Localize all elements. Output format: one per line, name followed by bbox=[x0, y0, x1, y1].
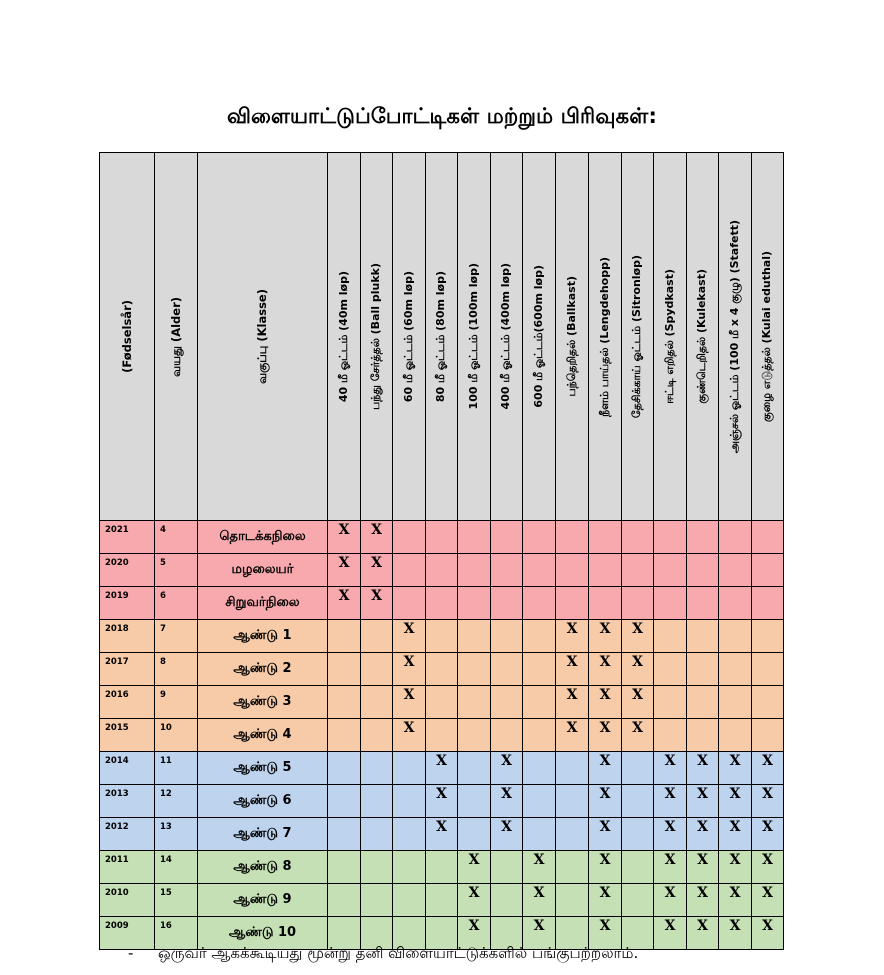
event-mark-cell bbox=[719, 554, 752, 587]
birth-year-cell: 2018 bbox=[100, 620, 155, 653]
event-mark-cell bbox=[589, 521, 622, 554]
event-mark-cell: X bbox=[589, 917, 622, 950]
table-row bbox=[100, 719, 784, 752]
event-mark-cell bbox=[523, 653, 556, 686]
class-cell: ஆண்டு 2 bbox=[198, 653, 328, 686]
event-mark-cell bbox=[328, 818, 361, 851]
event-mark-cell: X bbox=[328, 554, 361, 587]
event-mark-cell: X bbox=[589, 653, 622, 686]
header-label: தேசிக்காய் ஓட்டம் (Sitronløp) bbox=[630, 254, 644, 419]
event-mark-cell bbox=[328, 719, 361, 752]
event-mark-cell bbox=[426, 587, 458, 620]
event-mark-cell: X bbox=[426, 752, 458, 785]
header-birth-year bbox=[100, 153, 155, 521]
event-mark-cell bbox=[361, 884, 393, 917]
event-mark-cell bbox=[556, 587, 589, 620]
header-ball-throw bbox=[556, 153, 589, 521]
class-cell: ஆண்டு 4 bbox=[198, 719, 328, 752]
class-cell: ஆண்டு 1 bbox=[198, 620, 328, 653]
event-mark-cell: X bbox=[523, 884, 556, 917]
event-mark-cell: X bbox=[589, 884, 622, 917]
event-mark-cell: X bbox=[393, 686, 426, 719]
events-table bbox=[99, 152, 784, 950]
event-mark-cell bbox=[361, 719, 393, 752]
event-mark-cell bbox=[491, 620, 523, 653]
event-mark-cell: X bbox=[523, 851, 556, 884]
event-mark-cell bbox=[328, 620, 361, 653]
class-cell: மழலையர் bbox=[198, 554, 328, 587]
event-mark-cell bbox=[719, 719, 752, 752]
event-mark-cell: X bbox=[622, 719, 654, 752]
event-mark-cell: X bbox=[458, 851, 491, 884]
event-mark-cell bbox=[491, 686, 523, 719]
event-mark-cell: X bbox=[556, 620, 589, 653]
header-label: 60 மீ ஓட்டம் (60m løp) bbox=[401, 270, 415, 403]
event-mark-cell bbox=[491, 851, 523, 884]
header-label: குண்டெறிதல் (Kulekast) bbox=[695, 269, 709, 404]
class-cell: ஆண்டு 10 bbox=[198, 917, 328, 950]
event-mark-cell: X bbox=[687, 818, 719, 851]
event-mark-cell: X bbox=[654, 818, 687, 851]
event-mark-cell bbox=[556, 521, 589, 554]
event-mark-cell: X bbox=[328, 587, 361, 620]
event-mark-cell bbox=[426, 884, 458, 917]
event-mark-cell: X bbox=[752, 818, 784, 851]
event-mark-cell bbox=[752, 587, 784, 620]
header-40m bbox=[328, 153, 361, 521]
header-kulai bbox=[752, 153, 784, 521]
event-mark-cell: X bbox=[654, 752, 687, 785]
event-mark-cell bbox=[523, 785, 556, 818]
event-mark-cell bbox=[719, 653, 752, 686]
table-row bbox=[100, 620, 784, 653]
event-mark-cell bbox=[426, 686, 458, 719]
birth-year-cell: 2014 bbox=[100, 752, 155, 785]
event-mark-cell bbox=[556, 884, 589, 917]
event-mark-cell: X bbox=[752, 917, 784, 950]
table-row bbox=[100, 587, 784, 620]
event-mark-cell bbox=[361, 620, 393, 653]
class-cell: ஆண்டு 6 bbox=[198, 785, 328, 818]
event-mark-cell bbox=[622, 818, 654, 851]
table-row bbox=[100, 851, 784, 884]
event-mark-cell: X bbox=[719, 785, 752, 818]
event-mark-cell bbox=[752, 620, 784, 653]
event-mark-cell: X bbox=[361, 521, 393, 554]
event-mark-cell bbox=[687, 620, 719, 653]
event-mark-cell: X bbox=[719, 917, 752, 950]
age-cell: 14 bbox=[155, 851, 198, 884]
header-row bbox=[100, 153, 784, 521]
event-mark-cell bbox=[361, 686, 393, 719]
header-400m bbox=[491, 153, 523, 521]
header-label: 400 மீ ஓட்டம் (400m løp) bbox=[499, 263, 513, 410]
event-mark-cell bbox=[556, 785, 589, 818]
event-mark-cell bbox=[589, 554, 622, 587]
header-age bbox=[155, 153, 198, 521]
birth-year-cell: 2009 bbox=[100, 917, 155, 950]
event-mark-cell bbox=[654, 719, 687, 752]
header-long-jump bbox=[589, 153, 622, 521]
header-label: பந்தெறிதல் (Ballkast) bbox=[564, 276, 578, 397]
event-mark-cell bbox=[687, 719, 719, 752]
event-mark-cell: X bbox=[687, 917, 719, 950]
event-mark-cell bbox=[654, 521, 687, 554]
event-mark-cell: X bbox=[556, 719, 589, 752]
event-mark-cell bbox=[523, 752, 556, 785]
event-mark-cell bbox=[523, 719, 556, 752]
event-mark-cell bbox=[393, 884, 426, 917]
header-60m bbox=[393, 153, 426, 521]
event-mark-cell bbox=[393, 851, 426, 884]
event-mark-cell: X bbox=[622, 686, 654, 719]
event-mark-cell: X bbox=[491, 785, 523, 818]
header-relay bbox=[719, 153, 752, 521]
event-mark-cell: X bbox=[491, 818, 523, 851]
event-mark-cell bbox=[687, 686, 719, 719]
event-mark-cell bbox=[491, 653, 523, 686]
footnote-text: ஒருவர் ஆகக்கூடியது மூன்று தனி விளையாட்டுக்களில் பங்குபற்றலாம். bbox=[158, 944, 639, 962]
event-mark-cell: X bbox=[328, 521, 361, 554]
event-mark-cell bbox=[752, 653, 784, 686]
event-mark-cell: X bbox=[719, 818, 752, 851]
class-cell: ஆண்டு 3 bbox=[198, 686, 328, 719]
event-mark-cell bbox=[328, 752, 361, 785]
event-mark-cell bbox=[328, 884, 361, 917]
event-mark-cell bbox=[752, 554, 784, 587]
event-mark-cell bbox=[393, 521, 426, 554]
class-cell: ஆண்டு 5 bbox=[198, 752, 328, 785]
event-mark-cell bbox=[654, 686, 687, 719]
event-mark-cell bbox=[393, 785, 426, 818]
event-mark-cell bbox=[752, 719, 784, 752]
age-cell: 10 bbox=[155, 719, 198, 752]
header-label: 600 மீ ஓட்டம்(600m løp) bbox=[531, 265, 545, 408]
event-mark-cell bbox=[719, 686, 752, 719]
event-mark-cell bbox=[361, 818, 393, 851]
header-shot-put bbox=[687, 153, 719, 521]
event-mark-cell: X bbox=[361, 554, 393, 587]
birth-year-cell: 2020 bbox=[100, 554, 155, 587]
event-mark-cell: X bbox=[687, 851, 719, 884]
age-cell: 13 bbox=[155, 818, 198, 851]
birth-year-cell: 2019 bbox=[100, 587, 155, 620]
event-mark-cell bbox=[458, 785, 491, 818]
event-mark-cell bbox=[622, 752, 654, 785]
event-mark-cell bbox=[687, 653, 719, 686]
event-mark-cell bbox=[328, 686, 361, 719]
class-cell: ஆண்டு 7 bbox=[198, 818, 328, 851]
class-cell: தொடக்கநிலை bbox=[198, 521, 328, 554]
table-row bbox=[100, 554, 784, 587]
table-row bbox=[100, 818, 784, 851]
header-label: குழை எடுத்தல் (Kulai eduthal) bbox=[760, 251, 774, 422]
event-mark-cell bbox=[523, 620, 556, 653]
event-mark-cell: X bbox=[556, 653, 589, 686]
header-label: 100 மீ ஓட்டம் (100m løp) bbox=[466, 263, 480, 410]
header-label: வயது (Alder) bbox=[168, 296, 183, 377]
event-mark-cell: X bbox=[426, 818, 458, 851]
event-mark-cell bbox=[393, 587, 426, 620]
header-80m bbox=[426, 153, 458, 521]
footnote bbox=[128, 944, 638, 964]
event-mark-cell bbox=[654, 653, 687, 686]
header-label: ஈட்டி எறிதல் (Spydkast) bbox=[662, 269, 676, 404]
header-100m bbox=[458, 153, 491, 521]
event-mark-cell bbox=[523, 686, 556, 719]
table-row bbox=[100, 686, 784, 719]
birth-year-cell: 2015 bbox=[100, 719, 155, 752]
event-mark-cell bbox=[328, 785, 361, 818]
event-mark-cell: X bbox=[687, 752, 719, 785]
event-mark-cell: X bbox=[654, 785, 687, 818]
birth-year-cell: 2012 bbox=[100, 818, 155, 851]
header-class bbox=[198, 153, 328, 521]
event-mark-cell bbox=[523, 554, 556, 587]
event-mark-cell: X bbox=[752, 785, 784, 818]
event-mark-cell bbox=[622, 884, 654, 917]
event-mark-cell bbox=[719, 620, 752, 653]
age-cell: 9 bbox=[155, 686, 198, 719]
event-mark-cell bbox=[426, 653, 458, 686]
event-mark-cell bbox=[654, 620, 687, 653]
header-600m bbox=[523, 153, 556, 521]
event-mark-cell bbox=[458, 686, 491, 719]
event-mark-cell bbox=[426, 554, 458, 587]
event-mark-cell: X bbox=[361, 587, 393, 620]
age-cell: 6 bbox=[155, 587, 198, 620]
event-mark-cell: X bbox=[589, 719, 622, 752]
header-javelin bbox=[654, 153, 687, 521]
event-mark-cell bbox=[458, 653, 491, 686]
table-row bbox=[100, 653, 784, 686]
event-mark-cell bbox=[719, 587, 752, 620]
age-cell: 11 bbox=[155, 752, 198, 785]
event-mark-cell bbox=[458, 719, 491, 752]
table-row bbox=[100, 521, 784, 554]
birth-year-cell: 2010 bbox=[100, 884, 155, 917]
event-mark-cell bbox=[458, 521, 491, 554]
event-mark-cell bbox=[622, 785, 654, 818]
event-mark-cell bbox=[589, 587, 622, 620]
event-mark-cell bbox=[523, 587, 556, 620]
event-mark-cell bbox=[393, 554, 426, 587]
event-mark-cell bbox=[491, 719, 523, 752]
event-mark-cell: X bbox=[752, 851, 784, 884]
event-mark-cell bbox=[719, 521, 752, 554]
event-mark-cell: X bbox=[654, 851, 687, 884]
event-mark-cell: X bbox=[719, 752, 752, 785]
event-mark-cell bbox=[556, 851, 589, 884]
birth-year-cell: 2011 bbox=[100, 851, 155, 884]
header-label: அஞ்சல் ஓட்டம் (100 மீ x 4 குழு) (Stafett) bbox=[727, 219, 741, 454]
event-mark-cell: X bbox=[752, 884, 784, 917]
event-mark-cell bbox=[622, 521, 654, 554]
event-mark-cell: X bbox=[393, 620, 426, 653]
event-mark-cell bbox=[458, 752, 491, 785]
event-mark-cell bbox=[361, 785, 393, 818]
birth-year-cell: 2013 bbox=[100, 785, 155, 818]
birth-year-cell: 2021 bbox=[100, 521, 155, 554]
event-mark-cell bbox=[654, 554, 687, 587]
event-mark-cell bbox=[458, 818, 491, 851]
event-mark-cell: X bbox=[752, 752, 784, 785]
event-mark-cell bbox=[687, 521, 719, 554]
age-cell: 16 bbox=[155, 917, 198, 950]
event-mark-cell bbox=[458, 554, 491, 587]
event-mark-cell: X bbox=[458, 884, 491, 917]
event-mark-cell: X bbox=[393, 653, 426, 686]
footnote-bullet: - bbox=[128, 944, 134, 962]
event-mark-cell bbox=[361, 851, 393, 884]
header-label: 80 மீ ஓட்டம் (80m løp) bbox=[434, 270, 448, 403]
table-body bbox=[100, 521, 784, 950]
event-mark-cell: X bbox=[589, 785, 622, 818]
age-cell: 7 bbox=[155, 620, 198, 653]
event-mark-cell: X bbox=[622, 653, 654, 686]
event-mark-cell bbox=[556, 818, 589, 851]
event-mark-cell: X bbox=[426, 785, 458, 818]
event-mark-cell bbox=[752, 521, 784, 554]
event-mark-cell: X bbox=[523, 917, 556, 950]
event-mark-cell bbox=[491, 884, 523, 917]
event-mark-cell bbox=[523, 818, 556, 851]
event-mark-cell bbox=[361, 752, 393, 785]
event-mark-cell: X bbox=[622, 620, 654, 653]
birth-year-cell: 2017 bbox=[100, 653, 155, 686]
age-cell: 4 bbox=[155, 521, 198, 554]
header-label: (Fødselsår) bbox=[119, 300, 134, 373]
event-mark-cell: X bbox=[719, 884, 752, 917]
event-mark-cell bbox=[752, 686, 784, 719]
age-cell: 15 bbox=[155, 884, 198, 917]
event-mark-cell bbox=[523, 521, 556, 554]
header-lemon-race bbox=[622, 153, 654, 521]
event-mark-cell bbox=[556, 554, 589, 587]
class-cell: ஆண்டு 9 bbox=[198, 884, 328, 917]
event-mark-cell: X bbox=[393, 719, 426, 752]
event-mark-cell: X bbox=[458, 917, 491, 950]
event-mark-cell: X bbox=[589, 620, 622, 653]
event-mark-cell bbox=[687, 587, 719, 620]
table-row bbox=[100, 785, 784, 818]
event-mark-cell bbox=[491, 554, 523, 587]
table-row bbox=[100, 752, 784, 785]
event-mark-cell: X bbox=[687, 884, 719, 917]
event-mark-cell bbox=[491, 587, 523, 620]
event-mark-cell: X bbox=[589, 686, 622, 719]
event-mark-cell: X bbox=[556, 686, 589, 719]
header-label: 40 மீ ஓட்டம் (40m løp) bbox=[336, 270, 350, 403]
event-mark-cell bbox=[426, 719, 458, 752]
event-mark-cell bbox=[328, 851, 361, 884]
event-mark-cell bbox=[426, 521, 458, 554]
event-mark-cell bbox=[393, 752, 426, 785]
age-cell: 5 bbox=[155, 554, 198, 587]
event-mark-cell: X bbox=[589, 818, 622, 851]
event-mark-cell bbox=[426, 851, 458, 884]
header-label: வகுப்பு (Klasse) bbox=[255, 289, 270, 384]
event-mark-cell: X bbox=[687, 785, 719, 818]
header-label: பந்து சேர்த்தல் (Ball plukk) bbox=[369, 263, 383, 410]
age-cell: 12 bbox=[155, 785, 198, 818]
event-mark-cell bbox=[654, 587, 687, 620]
event-mark-cell bbox=[426, 620, 458, 653]
event-mark-cell bbox=[556, 752, 589, 785]
event-mark-cell: X bbox=[589, 752, 622, 785]
class-cell: சிறுவர்நிலை bbox=[198, 587, 328, 620]
birth-year-cell: 2016 bbox=[100, 686, 155, 719]
event-mark-cell: X bbox=[654, 884, 687, 917]
header-label: நீளம் பாய்தல் (Lengdehopp) bbox=[597, 256, 611, 417]
header-ball-pick bbox=[361, 153, 393, 521]
event-mark-cell bbox=[491, 521, 523, 554]
page-title: விளையாட்டுப்போட்டிகள் மற்றும் பிரிவுகள்: bbox=[226, 104, 658, 128]
event-mark-cell bbox=[458, 587, 491, 620]
event-mark-cell: X bbox=[654, 917, 687, 950]
event-mark-cell bbox=[328, 653, 361, 686]
event-mark-cell bbox=[622, 851, 654, 884]
event-mark-cell bbox=[361, 653, 393, 686]
age-cell: 8 bbox=[155, 653, 198, 686]
event-mark-cell: X bbox=[491, 752, 523, 785]
class-cell: ஆண்டு 8 bbox=[198, 851, 328, 884]
event-mark-cell bbox=[393, 818, 426, 851]
table-row bbox=[100, 884, 784, 917]
event-mark-cell bbox=[622, 554, 654, 587]
event-mark-cell bbox=[687, 554, 719, 587]
event-mark-cell: X bbox=[589, 851, 622, 884]
event-mark-cell bbox=[458, 620, 491, 653]
event-mark-cell: X bbox=[719, 851, 752, 884]
event-mark-cell bbox=[622, 587, 654, 620]
